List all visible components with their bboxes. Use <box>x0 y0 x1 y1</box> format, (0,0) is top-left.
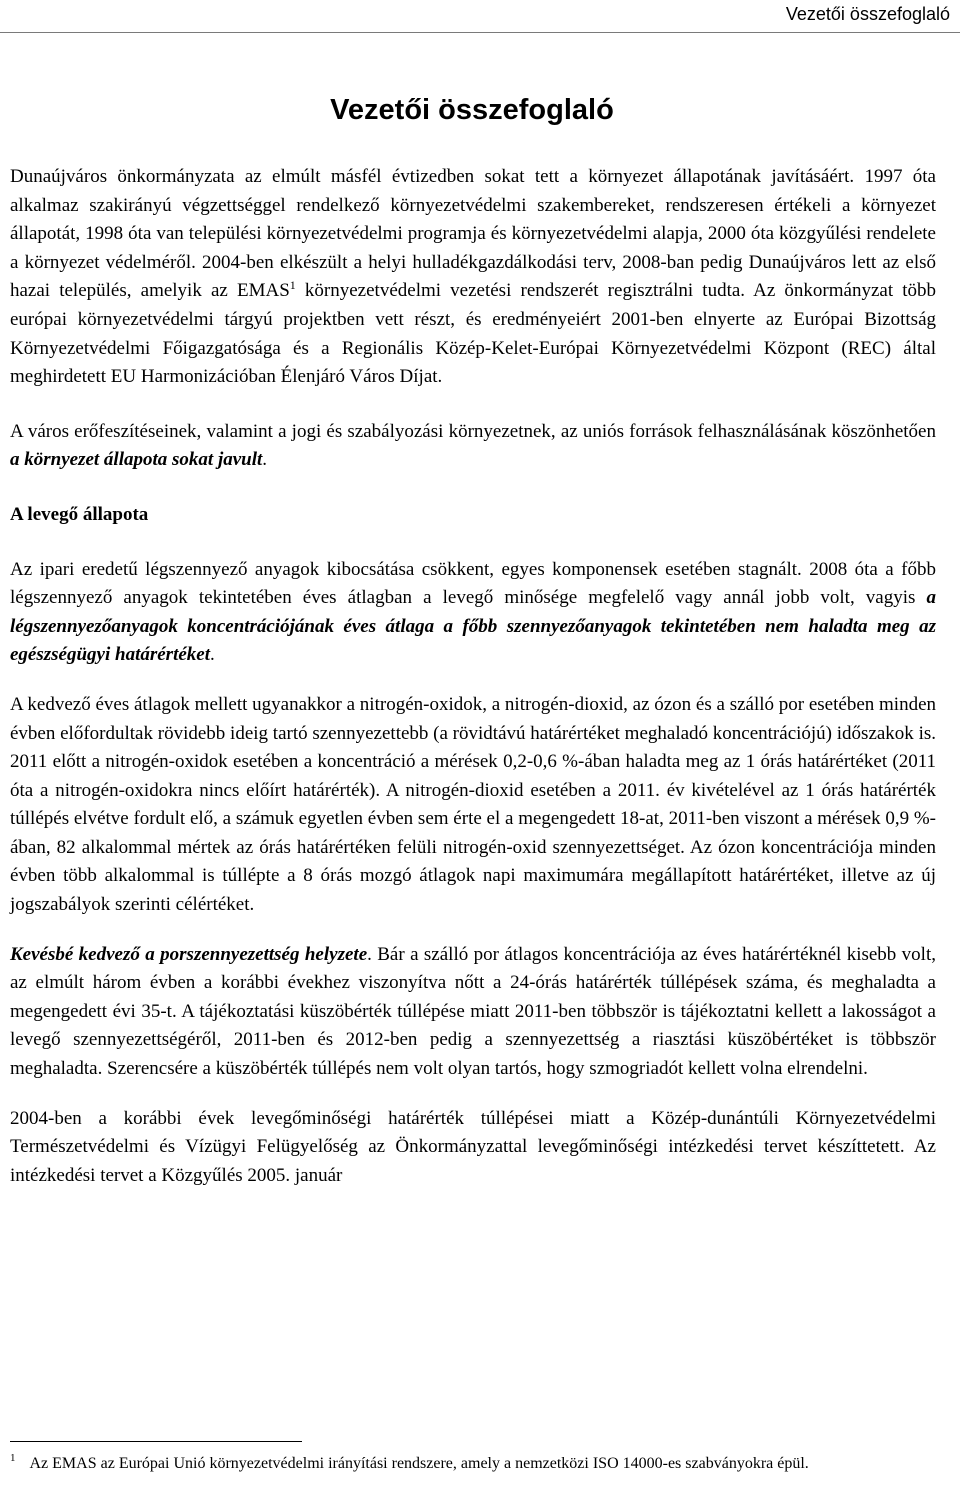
paragraph-short-term-pollution: A kedvező éves átlagok mellett ugyanakkor a nitrogén-oxidok, a nitrogén-dioxid, az ózon és a szálló por esetében minden évben előfordultak rövidebb ideig tartó szennyezettebb (a rövidtávú határértéket meghaladó koncentrációjú) időszakok is. 2011 előtt a nitrogén-oxidok esetében a koncentráció a mérések 0,2-0,6 %-ában haladta meg az 1 órás határértéket (2011 óta a nitrogén-oxidokra nincs előírt határérték). A nitrogén-dioxid esetében a 2011. év kivételével az 1 órás határérték túllépés elvétve fordult elő, a számuk egyetlen évben sem érte el a megengedett 18-at, 2011-ben viszont a mérések 0,9 %-ában, 82 alkalommal mértek az órás határértéken felüli nitrogén-oxid szennyezettséget. Az ózon koncentrációja minden évben több alkalommal is túllépte a 8 órás mozgó átlagok napi maximumára megállapított határértéket, illetve az új jogszabályok szerinti célértéket. <box>10 693 936 916</box>
footnote-divider <box>10 1441 302 1442</box>
paragraph-intro <box>10 163 936 392</box>
paragraph-intro-part-1: Dunaújváros önkormányzata az elmúlt másfél évtizedben sokat tett a környezet állapotának javításáért. 1997 óta alkalmaz szakirányú végzettséggel rendelkező környezetvédelmi szakembereket, rendszeresen értékeli a környezet állapotát, 1998 óta van települési környezetvédelmi programja és környezetvédelmi alapja, 2000 óta közgyűlési rendelete a környezet védelméről. 2004-ben elkészült a helyi hulladékgazdálkodási terv, 2008-ban pedig Dunaújváros lett az első hazai település, amelyik az EMAS <box>10 166 936 302</box>
paragraph-air-emissions-emphasis: a légszennyezőanyagok koncentrációjának éves átlaga a főbb szennyezőanyagok tekintetében nem haladta meg az egészségügyi határértéket <box>10 587 936 666</box>
document-body <box>10 163 936 1190</box>
header-divider <box>0 32 960 33</box>
paragraph-summary-emphasis: a környezet állapota sokat javult <box>10 449 263 471</box>
paragraph-dust-pollution <box>10 941 936 1084</box>
paragraph-air-emissions <box>10 556 936 670</box>
paragraph-intro-part-2: környezetvédelmi vezetési rendszerét regisztrálni tudta. Az önkormányzat több európai környezetvédelmi tárgyú projektben vett részt, és eredményeiért 2001-ben elnyerte az Európai Bizottság Környezetvédelmi Főigazgatósága és a Regionális Közép-Kelet-Európai Környezetvédelmi Központ (REC) által meghirdetett EU Harmonizációban Élenjáró Város Díjat. <box>10 280 937 388</box>
footnote <box>10 1452 936 1476</box>
footnote-mark: 1 <box>10 1452 16 1464</box>
section-heading-air: A levegő állapota <box>10 503 149 525</box>
paragraph-summary-text: A város erőfeszítéseinek, valamint a jogi és szabályozási környezetnek, az uniós források felhasználásának köszönhetően <box>10 420 936 442</box>
paragraph-action-plan: 2004-ben a korábbi évek levegőminőségi határérték túllépései miatt a Közép-dunántúli Környezetvédelmi Természetvédelmi és Vízügyi Felügyelőség az Önkormányzattal levegőminőségi intézkedési tervet készíttetett. Az intézkedési tervet a Közgyűlés 2005. január <box>10 1107 936 1186</box>
footnote-text: Az EMAS az Európai Unió környezetvédelmi irányítási rendszere, amely a nemzetközi ISO 14000-es szabványokra épül. <box>29 1455 809 1472</box>
paragraph-air-emissions-end: . <box>210 644 215 666</box>
paragraph-summary-end: . <box>262 449 268 471</box>
paragraph-dust-pollution-emphasis: Kevésbé kedvező a porszennyezettség helyzete <box>10 943 368 965</box>
paragraph-summary <box>10 418 936 475</box>
running-header: Vezetői összefoglaló <box>785 4 950 24</box>
page-title: Vezetői összefoglaló <box>330 94 614 126</box>
paragraph-air-emissions-text: Az ipari eredetű légszennyező anyagok kibocsátása csökkent, egyes komponensek esetében stagnált. 2008 óta a főbb légszennyező anyagok tekintetében éves átlagban a levegő minősége megfelelő vagy annál jobb volt, vagyis <box>10 558 936 609</box>
paragraph-dust-pollution-text: . Bár a szálló por átlagos koncentrációja az éves határértéknél kisebb volt, az elmúlt három évben a korábbi évekhez viszonyítva nőtt a 24-órás határérték túllépések száma, és meghaladta a megengedett évi 35-t. A tájékoztatási küszöbérték túllépése miatt 2011-ben többször is tájékoztatni kellett a lakosságot a levegő szennyezettségéről, 2011-ben és 2012-ben pedig a szennyezettség a riasztási küszöbértéket is többször meghaladta. Szerencsére a küszöbérték túllépés nem volt olyan tartós, hogy szmogriadót kellett volna elrendelni. <box>10 943 936 1080</box>
footnote-reference[interactable]: 1 <box>289 278 296 293</box>
